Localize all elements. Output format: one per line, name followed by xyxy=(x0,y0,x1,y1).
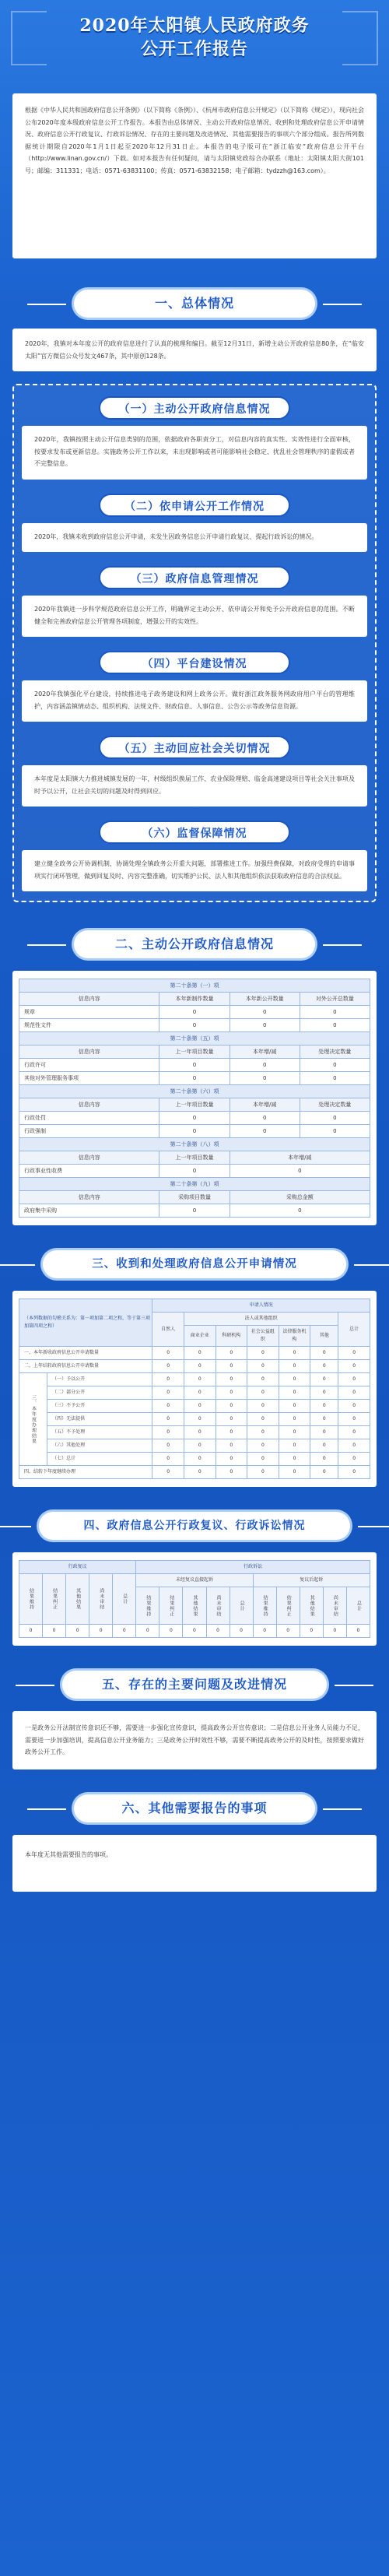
subsection-4 xyxy=(22,651,367,722)
table-header: 未经复议直接起诉 xyxy=(136,1574,253,1587)
table-cell: 0 xyxy=(184,1400,216,1413)
subsection-5-text: 本年度是太阳镇大力推进城镇发展的一年，村级组织换届工作、农业保险理赔、临金高速建设项目等社会关注事项及时予以公开，让社会关切的问题及时得到回应。 xyxy=(34,775,355,795)
subsection-4-title: （四）平台建设情况 xyxy=(99,651,290,674)
subsection-6-title: （六）监督保障情况 xyxy=(99,821,290,844)
hero-banner xyxy=(0,0,389,93)
table-row: 规范性文件 0 0 0 xyxy=(19,1019,370,1032)
table-cell: 0 xyxy=(152,1439,184,1453)
subsection-5-title: （五）主动回应社会关切情况 xyxy=(99,736,290,759)
section-1-heading: 一、总体情况 xyxy=(74,290,315,318)
table-cell: 0 xyxy=(310,1453,338,1466)
table-cell: 0 xyxy=(152,1426,184,1439)
table-cell: 0 xyxy=(247,1453,279,1466)
table-cell: 0 xyxy=(184,1386,216,1400)
table-cell: 0 xyxy=(300,1625,323,1638)
section-6-heading: 六、其他需要报告的事项 xyxy=(74,1794,315,1822)
table-cell: 0 xyxy=(279,1400,310,1413)
table-row xyxy=(19,1400,370,1413)
table-cell: 0 xyxy=(43,1625,66,1638)
table-cell: 0 xyxy=(279,1347,310,1360)
subsection-2-text: 2020年，我镇未收到政府信息公开申请，未发生因政务信息公开申请行政复议、提起行政诉讼的情况。 xyxy=(34,532,318,540)
table-row xyxy=(19,1426,370,1439)
table-cell: 0 xyxy=(253,1625,276,1638)
table-cell: 0 xyxy=(279,1426,310,1439)
table-cell: 0 xyxy=(247,1386,279,1400)
table-cell: 0 xyxy=(152,1400,184,1413)
row-label: （五）不予处理 xyxy=(47,1426,152,1439)
table-header: 信息内容 xyxy=(19,1098,159,1112)
section-1-summary-text: 2020年，我镇对本年度公开的政府信息进行了认真的梳理和编目。截至12月31日，新增主动公开政府信息80条，在“临安太阳”官方微信公众号发文467条，其中原创128条。 xyxy=(25,340,364,360)
table-row xyxy=(19,1386,370,1400)
table-header: 本年新公开数量 xyxy=(230,993,300,1006)
subsection-2-title: （二）依申请公开工作情况 xyxy=(99,494,290,517)
table-section-label: 第二十条第（九）项 xyxy=(19,1178,370,1191)
table-row: 行政处罚 0 0 0 xyxy=(19,1112,370,1125)
table-header: 其他 xyxy=(310,1326,338,1347)
table-cell: 0 xyxy=(152,1413,184,1426)
subsection-1 xyxy=(22,396,367,480)
table-header: 本年增/减 xyxy=(230,1151,370,1165)
table-cell: 0 xyxy=(66,1625,89,1638)
table-row xyxy=(19,1347,370,1360)
section-2-heading: 二、主动公开政府信息情况 xyxy=(74,930,315,958)
table-cell: 0 xyxy=(247,1360,279,1373)
table-row xyxy=(19,1413,370,1426)
table-row xyxy=(19,1466,370,1479)
table-cell: 0 xyxy=(184,1373,216,1386)
subsection-2 xyxy=(22,494,367,553)
table-cell: 0 xyxy=(113,1625,136,1638)
table-cell: 0 xyxy=(247,1373,279,1386)
table-cell: 0 xyxy=(159,1625,183,1638)
table-cell: 0 xyxy=(216,1413,247,1426)
table-header: 本年新制作数量 xyxy=(159,993,230,1006)
table-cell: 0 xyxy=(279,1386,310,1400)
table-header: 信息内容 xyxy=(19,1191,159,1204)
table-header: 处理决定数量 xyxy=(300,1046,370,1059)
table-cell: 0 xyxy=(338,1347,370,1360)
table-cell: 0 xyxy=(310,1426,338,1439)
row-label: （四）无法提供 xyxy=(47,1413,152,1426)
section-1-summary-card xyxy=(12,329,377,371)
row-label: （三）不予公开 xyxy=(47,1400,152,1413)
section-2-table-card xyxy=(12,971,377,1225)
table-cell: 0 xyxy=(338,1400,370,1413)
table-cell: 0 xyxy=(338,1426,370,1439)
table-cell: 0 xyxy=(279,1360,310,1373)
table-header: 行政诉讼 xyxy=(136,1561,370,1574)
table-header: 社会公益组织 xyxy=(247,1326,279,1347)
section-1-subsections-panel xyxy=(12,384,377,902)
table-cell: 0 xyxy=(152,1453,184,1466)
page-title: 2020年太阳镇人民政府政务 公开工作报告 xyxy=(79,16,310,59)
table-header: 行政复议 xyxy=(19,1561,136,1574)
section-3-table-card xyxy=(12,1291,377,1487)
table-cell: 0 xyxy=(323,1625,346,1638)
table-row: 其他对外管理服务事项 0 0 0 xyxy=(19,1072,370,1085)
table-cell: 0 xyxy=(152,1466,184,1479)
table-cell: 0 xyxy=(184,1413,216,1426)
table-cell: 0 xyxy=(310,1400,338,1413)
table-cell: 0 xyxy=(338,1453,370,1466)
table-header: 对外公开总数量 xyxy=(300,993,370,1006)
table-cell: 0 xyxy=(338,1466,370,1479)
table-header: 上一年项目数量 xyxy=(159,1098,230,1112)
table-cell: 0 xyxy=(247,1426,279,1439)
table-cell: 0 xyxy=(184,1426,216,1439)
table-cell: 0 xyxy=(89,1625,113,1638)
table-cell: 0 xyxy=(247,1466,279,1479)
table-cell: 0 xyxy=(279,1439,310,1453)
table-header: 科研机构 xyxy=(216,1326,247,1347)
table-header: 法人或其他组织 xyxy=(184,1313,338,1326)
proactive-disclosure-table xyxy=(19,979,370,1218)
table-header: 商业企业 xyxy=(184,1326,216,1347)
table-header: 信息内容 xyxy=(19,993,159,1006)
intro-text: 根据《中华人民共和国政府信息公开条例》（以下简称《条例》）、《杭州市政府信息公开规定》（以下简称《规定》），现向社会公布2020年度本级政府信息公开工作报告。本报告由总体情况、主动公开政府信息情况、收到和处理政府信息公开申请情况、政府信息公开行政复议、行政诉讼情况、存在的主要问题及改进情况、其他需要报告的事项六个部分组成。报告所列数据统计期限自2020年1月1日起至2020年12月31日止。本报告的电子版可在“浙江临安”政府信息公开平台（http://www.linan.gov.cn/）下载。如对本报告有任何疑问，请与太阳镇党政综合办联系（地址：太阳镇太阳大街101号；邮编：311331；电话：0571-63831100；传真：0571-63832158；电子邮箱：tydzzh@163.com）。 xyxy=(25,107,364,174)
table-row xyxy=(19,1360,370,1373)
table-header: 申请人情况 xyxy=(152,1299,370,1313)
table-cell: 0 xyxy=(152,1360,184,1373)
table-cell: 0 xyxy=(247,1400,279,1413)
section-4-heading: 四、政府信息公开行政复议、行政诉讼情况 xyxy=(39,1512,350,1540)
table-cell: 0 xyxy=(346,1625,370,1638)
table-row xyxy=(19,1453,370,1466)
table-header: 信息内容 xyxy=(19,1046,159,1059)
table-cell: 0 xyxy=(338,1373,370,1386)
hero-frame-right xyxy=(342,11,378,65)
table-header: 本年增/减 xyxy=(230,1098,300,1112)
table-header: 上一年项目数量 xyxy=(159,1151,230,1165)
table-row: 政府集中采购 0 0 xyxy=(19,1204,370,1218)
table-cell: 0 xyxy=(19,1625,43,1638)
table-cell: 0 xyxy=(310,1466,338,1479)
section-5-text: 一是政务公开法制宣传意识还不够，需要进一步强化宣传意识，提高政务公开宣传意识；二是信息公开业务人员能力不足，需要进一步加强培训，提高信息公开业务能力；三是政务公开时效性不够，需要不断提高政务公开的及时性，按照要求做好政务公开工作。 xyxy=(25,1724,364,1755)
table-cell: 0 xyxy=(216,1347,247,1360)
review-lawsuit-table: 行政复议 行政诉讼 结果维持 结果纠正 其他结果 尚未审结 总计 未经复议直接起诉 复议后起诉 结果维持 结果纠正 其他结果 尚未审结 总计 结果维持 结果纠正 其他结果 尚未审结 总计 0 0 0 0 0 0 0 0 0 0 0 0 0 0 0 xyxy=(19,1560,370,1638)
row-label: （六）其他处理 xyxy=(47,1439,152,1453)
table-cell: 0 xyxy=(184,1360,216,1373)
table-header: 法律服务机构 xyxy=(279,1326,310,1347)
subsection-4-text: 2020年我镇强化平台建设，持续推进电子政务建设和网上政务公开。做好浙江政务服务网政府用户平台的管理维护，内容涵盖镇情动态、组织机构、法规文件、财政信息、人事信息、公告公示等政务信息资源。 xyxy=(34,691,355,710)
table-row: 行政事业性收费 0 0 xyxy=(19,1165,370,1178)
subsection-6 xyxy=(22,821,367,891)
table-section-label: 第二十条第（六）项 xyxy=(19,1085,370,1098)
hero-frame-left xyxy=(11,11,47,65)
table-row xyxy=(19,1625,370,1638)
applications-table xyxy=(19,1299,370,1479)
table-cell: 0 xyxy=(216,1386,247,1400)
table-row: 规章 0 0 0 xyxy=(19,1006,370,1019)
subsection-3 xyxy=(22,566,367,637)
subsection-1-text: 2020年，我镇按照主动公开信息类别的范围，依据政府各职责分工，对信息内容的真实性、实效性进行全面审核，按要求发布或更新信息。实施政务公开工作以来，未出现影响或者可能影响社会稳定、扰乱社会管理秩序的虚假或者不完整信息。 xyxy=(34,436,355,467)
table-header: 复议后起诉 xyxy=(253,1574,370,1587)
table-cell: 0 xyxy=(310,1373,338,1386)
table-cell: 0 xyxy=(206,1625,230,1638)
table-cell: 0 xyxy=(279,1373,310,1386)
table-cell: 0 xyxy=(338,1386,370,1400)
table-cell: 0 xyxy=(216,1453,247,1466)
table-section-label: 第二十条第（八）项 xyxy=(19,1138,370,1151)
table-cell: 0 xyxy=(310,1347,338,1360)
table-header: 自然人 xyxy=(152,1313,184,1347)
table-cell: 0 xyxy=(216,1426,247,1439)
table-cell: 0 xyxy=(184,1347,216,1360)
subsection-1-title: （一）主动公开政府信息情况 xyxy=(99,396,290,420)
table-header: 总计 xyxy=(338,1313,370,1347)
row-label: （二）部分公开 xyxy=(47,1386,152,1400)
table-cell: 0 xyxy=(310,1413,338,1426)
table-cell: 0 xyxy=(216,1400,247,1413)
section-3-heading: 三、收到和处理政府信息公开申请情况 xyxy=(43,1250,346,1278)
table-row: 行政强制 0 0 0 xyxy=(19,1125,370,1138)
table-corner-note: （本列数据的勾稽关系为：第一项加第二项之和，等于第三项加第四项之和） xyxy=(19,1299,152,1347)
row-label: 一、本年新收政府信息公开申请数量 xyxy=(19,1347,152,1360)
table-cell: 0 xyxy=(184,1466,216,1479)
section-5-card xyxy=(12,1711,377,1769)
table-cell: 0 xyxy=(216,1373,247,1386)
section-4-table-card xyxy=(12,1552,377,1646)
row-label: （七）总计 xyxy=(47,1453,152,1466)
table-cell: 0 xyxy=(310,1439,338,1453)
section-6-text: 本年度无其他需要报告的事项。 xyxy=(25,1850,112,1858)
table-cell: 0 xyxy=(338,1439,370,1453)
table-cell: 0 xyxy=(183,1625,206,1638)
table-cell: 0 xyxy=(247,1439,279,1453)
table-cell: 0 xyxy=(279,1413,310,1426)
table-cell: 0 xyxy=(338,1413,370,1426)
table-cell: 0 xyxy=(184,1439,216,1453)
table-section-label: 第二十条第（五）项 xyxy=(19,1032,370,1046)
table-cell: 0 xyxy=(230,1625,253,1638)
table-cell: 0 xyxy=(310,1360,338,1373)
section-6-card xyxy=(12,1835,377,1892)
table-cell: 0 xyxy=(216,1466,247,1479)
table-cell: 0 xyxy=(136,1625,159,1638)
table-cell: 0 xyxy=(152,1347,184,1360)
table-header: 采购项目数量 xyxy=(159,1191,230,1204)
section-5-heading: 五、存在的主要问题及改进情况 xyxy=(62,1671,327,1699)
table-row xyxy=(19,1373,370,1386)
intro-card xyxy=(12,93,377,258)
subsection-3-text: 2020年我镇进一步科学规范政府信息公开工作，明确界定主动公开、依申请公开和免予公开政府信息的范围。不断健全和完善政府信息公开管理各项制度，增强公开的实效性。 xyxy=(34,606,355,625)
table-cell: 0 xyxy=(247,1413,279,1426)
table-header: 处理决定数量 xyxy=(300,1098,370,1112)
table-cell: 0 xyxy=(216,1439,247,1453)
table-cell: 0 xyxy=(152,1386,184,1400)
table-header: 采购总金额 xyxy=(230,1191,370,1204)
table-cell: 0 xyxy=(184,1453,216,1466)
table-cell: 0 xyxy=(279,1466,310,1479)
table-cell: 0 xyxy=(247,1347,279,1360)
table-cell: 0 xyxy=(279,1453,310,1466)
table-cell: 0 xyxy=(276,1625,300,1638)
table-section-label: 第二十条第（一）项 xyxy=(19,979,370,993)
row-label: 二、上年结转政府信息公开申请数量 xyxy=(19,1360,152,1373)
table-cell: 0 xyxy=(310,1386,338,1400)
table-cell: 0 xyxy=(338,1360,370,1373)
table-header: 上一年项目数量 xyxy=(159,1046,230,1059)
row-label: 四、结转下年度继续办理 xyxy=(19,1466,152,1479)
table-header: 信息内容 xyxy=(19,1151,159,1165)
table-cell: 0 xyxy=(216,1360,247,1373)
table-row xyxy=(19,1439,370,1453)
row-group-label: 三、本年度办理结果 xyxy=(19,1373,47,1466)
row-label: （一）予以公开 xyxy=(47,1373,152,1386)
subsection-6-text: 建立健全政务公开协调机制，协调处理全镇政务公开重大问题，部署推进工作。加强经费保障，对政府受理的申请事项实行闭环管理，做到回复及时、内容完整准确，切实维护公民、法人和其他组织依法获取政府信息的合法权益。 xyxy=(34,860,355,880)
table-row: 行政许可 0 0 0 xyxy=(19,1059,370,1072)
table-cell: 0 xyxy=(152,1373,184,1386)
table-header: 本年增/减 xyxy=(230,1046,300,1059)
subsection-5 xyxy=(22,736,367,807)
subsection-3-title: （三）政府信息管理情况 xyxy=(99,566,290,589)
